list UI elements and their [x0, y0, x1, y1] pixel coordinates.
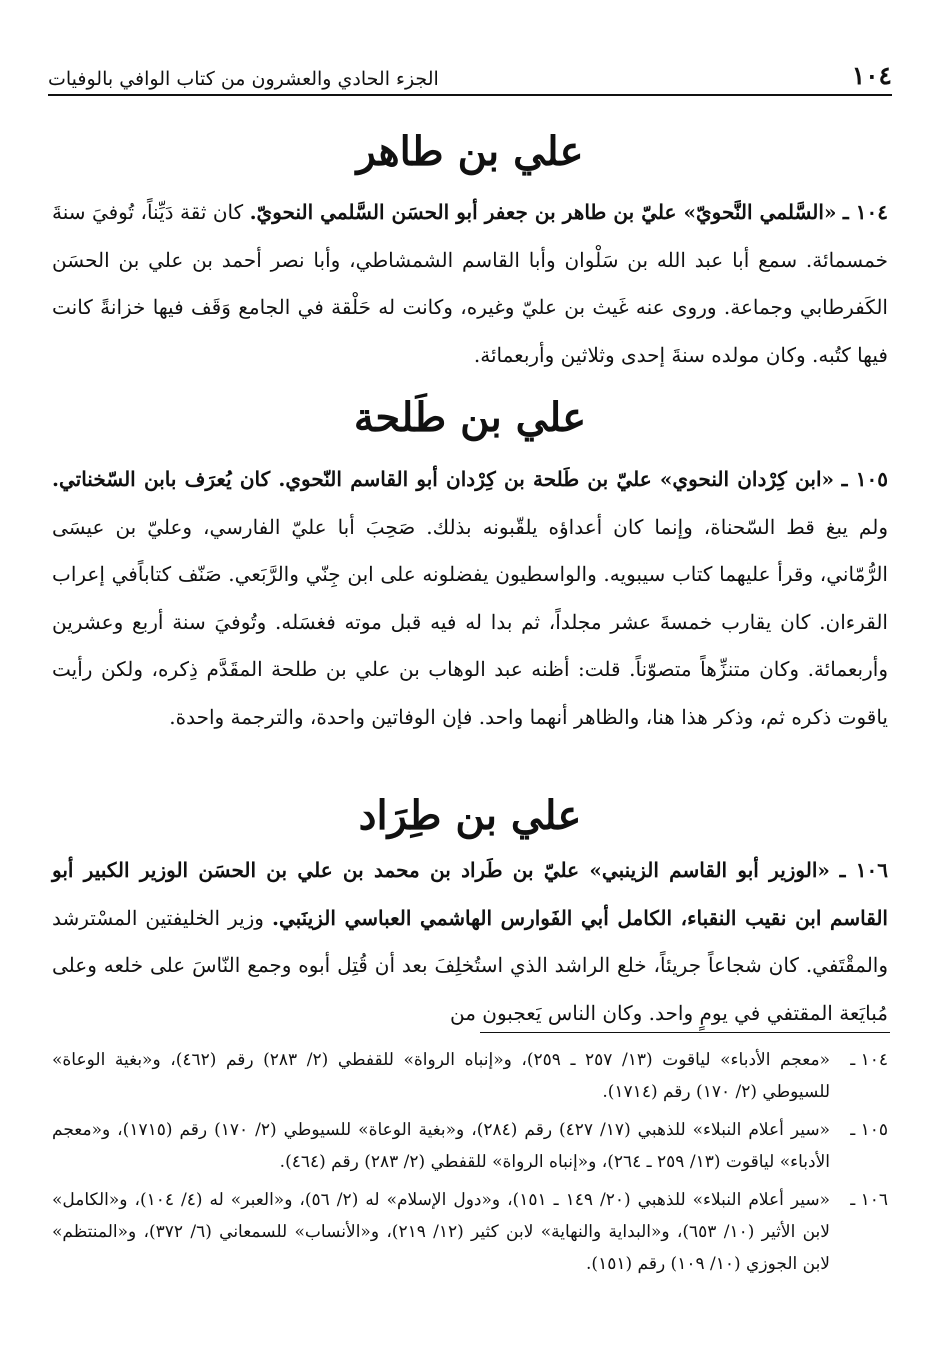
entry-lead: «الوزير أبو القاسم الزينبي» عليّ بن طَراد بن محمد بن علي بن الحسَن الوزير الكبير أبو القاسم ابن نقيب النقباء، الكامل أبي الفَوارس الهاشمي العباسي الزينَبي.: [52, 858, 888, 930]
footnote-item: [52, 1044, 888, 1108]
section-title: علي بن طاهر: [356, 128, 584, 175]
footnote-text: «معجم الأدباء» لياقوت (١٣/ ٢٥٧ ـ ٢٥٩)، و«إنباه الرواة» للقفطي (٢/ ٢٨٣) رقم (٤٦٢)، و«بغية الوعاة» للسيوطي (٢/ ١٧٠) رقم (١٧١٤).: [52, 1050, 830, 1102]
entry-lead: «ابن كِرْدان النحوي» عليّ بن طَلحة بن كِرْدان أبو القاسم النّحوي. كان يُعرَف بابن السّخناتي.: [52, 467, 835, 491]
running-title: الجزء الحادي والعشرون من كتاب الوافي بالوفيات: [48, 68, 439, 90]
entry-number: ١٠٦ ـ: [839, 858, 888, 882]
footnotes: [52, 1044, 888, 1286]
footnote-number: ١٠٤ ـ: [850, 1050, 888, 1070]
page-header: [48, 52, 892, 96]
entry-number: ١٠٥ ـ: [841, 467, 889, 491]
entry-number: ١٠٤ ـ: [842, 200, 889, 224]
footnote-item: [52, 1114, 888, 1178]
footnote-divider: [480, 1032, 890, 1033]
entry-lead: «السَّلمي النَّحويّ» عليّ بن طاهر بن جعفر أبو الحسَن السَّلمي النحويّ.: [249, 200, 837, 224]
footnote-item: [52, 1184, 888, 1280]
entry-body: ولم يبغ قط السّحناة، وإنما كان أعداؤه يلقّبونه بذلك. صَحِبَ أبا عليّ الفارسي، وعليّ بن عيسَى الرُّمّاني، وقرأ عليهما كتاب سيبويه. والواسطيون يفضلونه على ابن جِنّي والرَّبَعي. صَنّف كتاباًفي إعراب القرءان. كان يقارب خمسةَ عشر مجلداً، ثم بدا له فيه قبل موته فغسَله. وتُوفيَ سنة أربع وعشرين وأربعمائة. وكان متنزِّهاً متصوّناً. قلت: أظنه عبد الوهاب بن علي بن طلحة المقَدَّم ذِكره، ولكن رأيت ياقوت ذكره ثم، وذكر هذا هنا، والظاهر أنهما واحد. فإن الوفاتين واحدة، والترجمة واحدة.: [52, 514, 888, 729]
footnote-text: «سير أعلام النبلاء» للذهبي (١٧/ ٤٢٧) رقم (٢٨٤)، و«بغية الوعاة» للسيوطي (٢/ ١٧٠) رقم (١٧١٥)، و«معجم الأدباء» لياقوت (١٣/ ٢٥٩ ـ ٢٦٤)، و«إنباه الرواة» للقفطي (٢/ ٢٨٣) رقم (٤٦٤).: [52, 1120, 831, 1172]
entry-104: [52, 189, 888, 379]
section-title: علي بن طَلحة: [353, 394, 587, 441]
footnote-text: «سير أعلام النبلاء» للذهبي (٢٠/ ١٤٩ ـ ١٥١)، و«دول الإسلام» له (٢/ ٥٦)، و«العبر» له (٤/ ١٠٤)، و«الكامل» لابن الأثير (١٠/ ٦٥٣)، و«البداية والنهاية» لابن كثير (١٢/ ٢١٩)، و«الأنساب» للسمعاني (٦/ ٣٧٢)، و«المنتظم» لابن الجوزي (١٠/ ١٠٩) رقم (١٥١).: [52, 1190, 831, 1274]
footnote-number: ١٠٦ ـ: [850, 1190, 888, 1210]
section-title: علي بن طِرَاد: [358, 792, 582, 839]
entry-body: وزير الخليفتين المسْترشد والمقْتَفي. كان شجاعاً جريئاً، خلع الراشد الذي استُخلِفَ بعد أن قُتِل أبوه وجمع النّاسَ على خلعه وعلى مُبايَعة المقتفي في يومٍ واحد. وكان الناس يَعجبون من: [52, 905, 888, 1025]
entry-106: [52, 847, 888, 1037]
entry-body: كان ثقة دَيِّناً، تُوفيَ سنةَ خمسمائة. سمع أبا عبد الله بن سَلْوان وأبا القاسم الشمشاطي، وأبا نصر أحمد بن علي بن الحسَن الكَفرطابي وجماعة. وروى عنه غَيث بن عليّ وغيره، وكانت له حَلْقة في الجامع وَقَف فيها خزانةً كانت فيها كتُبه. وكان مولده سنةَ إحدى وثلاثين وأربعمائة.: [52, 200, 888, 367]
page-number: ١٠٤: [851, 61, 892, 90]
entry-105: [52, 456, 888, 741]
footnote-number: ١٠٥ ـ: [850, 1120, 888, 1140]
